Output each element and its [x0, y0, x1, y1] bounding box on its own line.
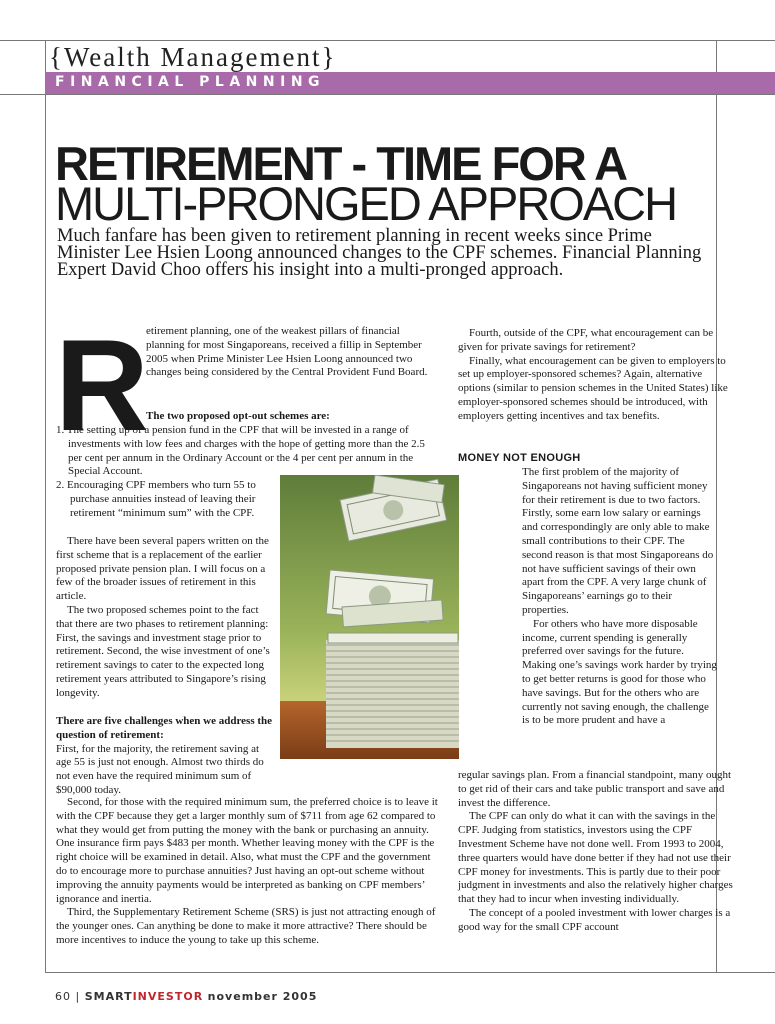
- section-title: {Wealth Management}: [49, 42, 337, 72]
- body-paragraph: Fourth, outside of the CPF, what encouragement can be given for private savings for retirement?: [458, 327, 714, 353]
- optout-heading: The two proposed opt-out schemes are:: [146, 410, 330, 422]
- page-number: 60: [55, 990, 71, 1003]
- money-not-enough-heading: MONEY NOT ENOUGH: [458, 452, 581, 464]
- body-paragraph: Finally, what encouragement can be given to employers to set up employer-sponsored schemes? Again, alternative options (similar to pension schemes in the United States) like employer-sponsored schemes should be introduced, with employers getting incentives and tax benefits.: [458, 354, 728, 422]
- drop-cap: R: [55, 312, 149, 458]
- body-paragraph: The first problem of the majority of Singaporeans not having sufficient money for their retirement is due to two factors. Firstly, some earn low salary or earnings and correspondingly are only able to make small contributions to their CPF. The second reason is that most Singaporeans do not have sufficient savings of their own apart from the CPF. A very large chunk of Singaporeans’ earnings go to their properties.: [522, 466, 714, 616]
- optout-list: [56, 424, 440, 479]
- body-paragraph: The two proposed schemes point to the fact that there are two phases to retirement planning: First, the savings and investment stage prior to retirement. Second, the wise investment of one’s retirement savings to cater to the expected long retirement years attributed to Singapore’s rising longevity.: [56, 603, 270, 699]
- magazine-name-part-2: INVESTOR: [132, 990, 204, 1003]
- bottom-rule: [45, 972, 775, 973]
- left-frame-rule: [45, 40, 46, 972]
- optout-list-2: [56, 479, 276, 520]
- body-paragraph: Second, for those with the required minimum sum, the preferred choice is to leave it with the CPF because they get a larger monthly sum of $711 from age 62 compared to what they would get from putting the money with the bank or purchasing an annuity. One insurance firm pays $483 per month. Whether leaving money with the CPF is the right choice will be examined in detail. Also, what must the CPF and the government do to encourage more to purchase annuities? Just having an opt-out scheme without improving the annuity payments would be interpreted as banking on CPF members’ ignorance and inertia.: [56, 796, 438, 905]
- challenges-section: [56, 715, 272, 798]
- header-rule: [0, 94, 775, 95]
- body-paragraph: regular savings plan. From a financial standpoint, many ought to get rid of their cars and take public transport and save and invest the difference.: [458, 769, 732, 809]
- body-paragraph: The CPF can only do what it can with the savings in the CPF. Judging from statistics, investors using the CPF Investment Scheme have not done well. From 1993 to 2004, three quarters would have done better if they had not use their CPF money for investments. This is partly due to their poor judgment in investments and also the relatively higher charges that they had to incur when investing individually.: [458, 810, 733, 906]
- footer-separator: |: [75, 990, 81, 1003]
- magazine-name-part-1: SMART: [84, 990, 133, 1003]
- body-paragraph: For others who have more disposable income, current spending is generally preferred over savings for the future. Making one’s savings work harder by trying to get better returns is good for those who have savings. But for the others who are currently not saving enough, the challenge is to be more prudent and have a: [522, 617, 717, 727]
- category-label: FINANCIAL PLANNING: [55, 74, 326, 90]
- challenges-continued: [56, 796, 438, 948]
- body-paragraph: The concept of a pooled investment with lower charges is a good way for the small CPF account: [458, 906, 731, 933]
- optout-item-1: 1. The setting up of a pension fund in the CPF that will be invested in a range of investments with low fees and charges with the hope of getting more than the 2.5 per cent per annum in the Ordinary Account or the 4 per cent per annum in the Special Account.: [56, 424, 425, 478]
- body-paragraph: There have been several papers written on the first scheme that is a replacement of the earlier proposed private pension plan. I will focus on a few of the broader issues of retirement in this article.: [56, 535, 269, 603]
- column-1-body: [56, 535, 272, 701]
- body-paragraph: Third, the Supplementary Retirement Scheme (SRS) is just not attracting enough of the younger ones. Can anything be done to make it more attractive? There should be more incentives to induce the young to take up this scheme.: [56, 906, 436, 946]
- optout-item-2: 2. Encouraging CPF members who turn 55 to purchase annuities instead of leaving their retirement “minimum sum” with the CPF.: [56, 479, 256, 519]
- category-bar: [45, 72, 775, 94]
- money-stack-photo: [280, 475, 459, 759]
- issue-date: november 2005: [207, 990, 318, 1003]
- body-paragraph: First, for the majority, the retirement saving at age 55 is just not enough. Almost two thirds do not even have the required minimum sum of $90,000 today.: [56, 742, 264, 796]
- headline-line-1: RETIREMENT - TIME FOR A: [55, 137, 627, 190]
- column-2-body: [458, 327, 734, 424]
- standfirst: Much fanfare has been given to retirement planning in recent weeks since Prime Minister Lee Hsien Loong announced changes to the CPF schemes. Financial Planning Expert David Choo offers his insight into a multi-pronged approach.: [57, 226, 702, 280]
- headline-line-2: MULTI-PRONGED APPROACH: [55, 177, 677, 230]
- money-section-wide: [458, 769, 734, 935]
- top-rule: [0, 40, 775, 41]
- money-section-narrow: [522, 466, 717, 728]
- challenges-heading: There are five challenges when we address the question of retirement:: [56, 715, 273, 741]
- page-footer: [55, 990, 317, 1003]
- intro-paragraph: etirement planning, one of the weakest pillars of financial planning for most Singaporeans, received a fillip in September 2005 when Prime Minister Lee Hsien Loong announced two changes being considered by the Central Provident Fund Board.: [146, 325, 428, 379]
